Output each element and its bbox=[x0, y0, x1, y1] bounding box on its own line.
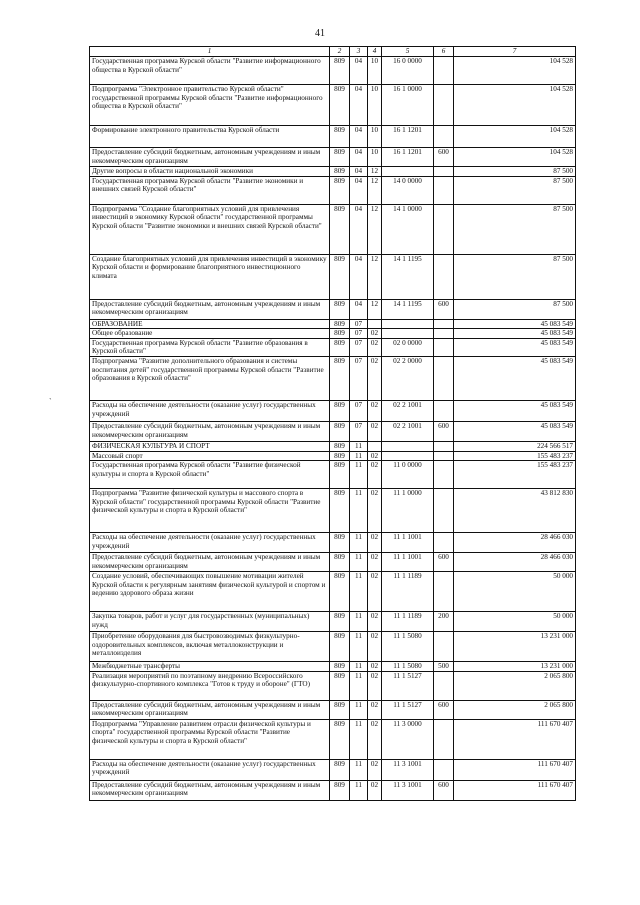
amount-cell: 45 083 549 bbox=[454, 356, 576, 400]
subsection-code-cell: 02 bbox=[368, 612, 382, 632]
expense-type-cell bbox=[434, 533, 454, 553]
section-code-cell: 04 bbox=[350, 167, 368, 177]
expense-type-cell: 600 bbox=[434, 148, 454, 167]
target-code-cell: 16 1 1201 bbox=[382, 126, 434, 148]
table-row bbox=[90, 126, 576, 148]
amount-cell: 87 500 bbox=[454, 254, 576, 299]
table-row bbox=[90, 461, 576, 489]
section-code-cell: 11 bbox=[350, 662, 368, 672]
amount-cell: 45 083 549 bbox=[454, 400, 576, 421]
table-row bbox=[90, 57, 576, 85]
admin-code-cell: 809 bbox=[330, 632, 350, 662]
admin-code-cell: 809 bbox=[330, 759, 350, 780]
table-row bbox=[90, 700, 576, 719]
target-code-cell: 11 1 1189 bbox=[382, 572, 434, 612]
amount-cell: 104 528 bbox=[454, 85, 576, 126]
amount-cell: 13 231 000 bbox=[454, 632, 576, 662]
target-code-cell: 11 1 1001 bbox=[382, 533, 434, 553]
amount-cell: 28 466 030 bbox=[454, 533, 576, 553]
section-code-cell: 11 bbox=[350, 489, 368, 533]
row-name-cell: Подпрограмма "Развитие дополнительного образования и системы воспитания детей" государственной программы Курской области "Развитие образования в Курской области" bbox=[90, 356, 330, 400]
subsection-code-cell: 02 bbox=[368, 719, 382, 759]
amount-cell: 87 500 bbox=[454, 176, 576, 204]
subsection-code-cell: 02 bbox=[368, 662, 382, 672]
target-code-cell: 16 0 0000 bbox=[382, 57, 434, 85]
row-name-cell: Предоставление субсидий бюджетным, автономным учреждениям и иным некоммерческим организациям bbox=[90, 780, 330, 800]
row-name-cell: Создание условий, обеспечивающих повышение мотивации жителей Курской области к регулярным занятиям физической культурой и спортом и ведению здорового образа жизни bbox=[90, 572, 330, 612]
target-code-cell: 11 1 5127 bbox=[382, 700, 434, 719]
amount-cell: 104 528 bbox=[454, 148, 576, 167]
target-code-cell bbox=[382, 441, 434, 451]
section-code-cell: 04 bbox=[350, 148, 368, 167]
admin-code-cell: 809 bbox=[330, 780, 350, 800]
amount-cell: 45 083 549 bbox=[454, 421, 576, 441]
expense-type-cell bbox=[434, 759, 454, 780]
admin-code-cell: 809 bbox=[330, 176, 350, 204]
table-row bbox=[90, 329, 576, 339]
row-name-cell: Подпрограмма "Электронное правительство Курской области" государственной программы Курской области "Развитие информационного общества в Курской области" bbox=[90, 85, 330, 126]
expense-type-cell bbox=[434, 85, 454, 126]
target-code-cell: 02 2 1001 bbox=[382, 400, 434, 421]
table-row bbox=[90, 421, 576, 441]
table-row bbox=[90, 451, 576, 461]
admin-code-cell: 809 bbox=[330, 572, 350, 612]
row-name-cell: Государственная программа Курской области "Развитие образования в Курской области" bbox=[90, 338, 330, 356]
subsection-code-cell: 10 bbox=[368, 85, 382, 126]
subsection-code-cell: 02 bbox=[368, 533, 382, 553]
expense-type-cell: 600 bbox=[434, 299, 454, 319]
table-row bbox=[90, 489, 576, 533]
amount-cell: 111 670 407 bbox=[454, 780, 576, 800]
row-name-cell: ФИЗИЧЕСКАЯ КУЛЬТУРА И СПОРТ bbox=[90, 441, 330, 451]
section-code-cell: 07 bbox=[350, 329, 368, 339]
admin-code-cell: 809 bbox=[330, 612, 350, 632]
admin-code-cell: 809 bbox=[330, 461, 350, 489]
target-code-cell: 11 1 5080 bbox=[382, 662, 434, 672]
admin-code-cell: 809 bbox=[330, 671, 350, 700]
table-row bbox=[90, 632, 576, 662]
subsection-code-cell: 12 bbox=[368, 254, 382, 299]
admin-code-cell: 809 bbox=[330, 57, 350, 85]
amount-cell: 224 566 517 bbox=[454, 441, 576, 451]
table-row bbox=[90, 85, 576, 126]
subsection-code-cell: 02 bbox=[368, 461, 382, 489]
target-code-cell: 11 1 0000 bbox=[382, 489, 434, 533]
expense-type-cell bbox=[434, 319, 454, 329]
row-name-cell: Расходы на обеспечение деятельности (оказание услуг) государственных учреждений bbox=[90, 400, 330, 421]
target-code-cell: 14 1 1195 bbox=[382, 254, 434, 299]
table-row bbox=[90, 671, 576, 700]
section-code-cell: 07 bbox=[350, 338, 368, 356]
table-row bbox=[90, 254, 576, 299]
row-name-cell: Предоставление субсидий бюджетным, автономным учреждениям и иным некоммерческим организациям bbox=[90, 421, 330, 441]
target-code-cell: 11 1 1189 bbox=[382, 612, 434, 632]
header-cell: 5 bbox=[382, 47, 434, 57]
subsection-code-cell: 02 bbox=[368, 671, 382, 700]
subsection-code-cell: 02 bbox=[368, 572, 382, 612]
admin-code-cell: 809 bbox=[330, 338, 350, 356]
row-name-cell: Закупка товаров, работ и услуг для государственных (муниципальных) нужд bbox=[90, 612, 330, 632]
amount-cell: 155 483 237 bbox=[454, 451, 576, 461]
expense-type-cell bbox=[434, 57, 454, 85]
table-row bbox=[90, 553, 576, 572]
subsection-code-cell: 02 bbox=[368, 356, 382, 400]
amount-cell: 2 065 800 bbox=[454, 700, 576, 719]
expense-type-cell bbox=[434, 167, 454, 177]
target-code-cell: 11 3 1001 bbox=[382, 759, 434, 780]
table-row bbox=[90, 719, 576, 759]
amount-cell: 13 231 000 bbox=[454, 662, 576, 672]
subsection-code-cell: 02 bbox=[368, 451, 382, 461]
subsection-code-cell: 02 bbox=[368, 338, 382, 356]
admin-code-cell: 809 bbox=[330, 126, 350, 148]
header-cell: 6 bbox=[434, 47, 454, 57]
table-row bbox=[90, 533, 576, 553]
section-code-cell: 11 bbox=[350, 671, 368, 700]
admin-code-cell: 809 bbox=[330, 167, 350, 177]
section-code-cell: 11 bbox=[350, 461, 368, 489]
section-code-cell: 07 bbox=[350, 319, 368, 329]
target-code-cell: 11 1 1001 bbox=[382, 553, 434, 572]
subsection-code-cell: 10 bbox=[368, 57, 382, 85]
header-cell: 4 bbox=[368, 47, 382, 57]
expense-type-cell: 600 bbox=[434, 700, 454, 719]
subsection-code-cell: 12 bbox=[368, 204, 382, 254]
section-code-cell: 11 bbox=[350, 719, 368, 759]
target-code-cell bbox=[382, 319, 434, 329]
row-name-cell: Государственная программа Курской области "Развитие экономики и внешних связей Курской области" bbox=[90, 176, 330, 204]
target-code-cell: 16 1 0000 bbox=[382, 85, 434, 126]
table-row bbox=[90, 319, 576, 329]
expense-type-cell bbox=[434, 632, 454, 662]
table-row bbox=[90, 662, 576, 672]
header-cell: 1 bbox=[90, 47, 330, 57]
section-code-cell: 11 bbox=[350, 612, 368, 632]
target-code-cell: 16 1 1201 bbox=[382, 148, 434, 167]
expense-type-cell bbox=[434, 400, 454, 421]
table-row bbox=[90, 780, 576, 800]
section-code-cell: 11 bbox=[350, 780, 368, 800]
admin-code-cell: 809 bbox=[330, 85, 350, 126]
row-name-cell: Предоставление субсидий бюджетным, автономным учреждениям и иным некоммерческим организациям bbox=[90, 553, 330, 572]
admin-code-cell: 809 bbox=[330, 441, 350, 451]
budget-table bbox=[89, 46, 576, 801]
subsection-code-cell: 12 bbox=[368, 176, 382, 204]
table-row bbox=[90, 759, 576, 780]
section-code-cell: 04 bbox=[350, 299, 368, 319]
table-row bbox=[90, 356, 576, 400]
subsection-code-cell: 10 bbox=[368, 126, 382, 148]
amount-cell: 45 083 549 bbox=[454, 329, 576, 339]
admin-code-cell: 809 bbox=[330, 299, 350, 319]
target-code-cell: 11 3 1001 bbox=[382, 780, 434, 800]
header-row bbox=[90, 47, 576, 57]
section-code-cell: 11 bbox=[350, 759, 368, 780]
admin-code-cell: 809 bbox=[330, 356, 350, 400]
expense-type-cell bbox=[434, 441, 454, 451]
target-code-cell bbox=[382, 329, 434, 339]
row-name-cell: Предоставление субсидий бюджетным, автономным учреждениям и иным некоммерческим организациям bbox=[90, 148, 330, 167]
expense-type-cell: 500 bbox=[434, 662, 454, 672]
expense-type-cell: 600 bbox=[434, 780, 454, 800]
admin-code-cell: 809 bbox=[330, 421, 350, 441]
section-code-cell: 11 bbox=[350, 632, 368, 662]
subsection-code-cell: 12 bbox=[368, 299, 382, 319]
row-name-cell: Формирование электронного правительства Курской области bbox=[90, 126, 330, 148]
admin-code-cell: 809 bbox=[330, 553, 350, 572]
row-name-cell: Приобретение оборудования для быстровозводимых физкультурно-оздоровительных комплексов, включая металлоконструкции и металлоизделия bbox=[90, 632, 330, 662]
header-cell: 2 bbox=[330, 47, 350, 57]
expense-type-cell: 200 bbox=[434, 612, 454, 632]
amount-cell: 50 000 bbox=[454, 612, 576, 632]
expense-type-cell bbox=[434, 461, 454, 489]
table-row bbox=[90, 572, 576, 612]
expense-type-cell bbox=[434, 176, 454, 204]
expense-type-cell bbox=[434, 254, 454, 299]
target-code-cell: 02 0 0000 bbox=[382, 338, 434, 356]
subsection-code-cell: 02 bbox=[368, 329, 382, 339]
table-row bbox=[90, 148, 576, 167]
admin-code-cell: 809 bbox=[330, 662, 350, 672]
expense-type-cell bbox=[434, 671, 454, 700]
target-code-cell: 02 2 0000 bbox=[382, 356, 434, 400]
target-code-cell: 11 1 5080 bbox=[382, 632, 434, 662]
row-name-cell: Предоставление субсидий бюджетным, автономным учреждениям и иным некоммерческим организациям bbox=[90, 299, 330, 319]
subsection-code-cell: 02 bbox=[368, 553, 382, 572]
row-name-cell: Государственная программа Курской области "Развитие физической культуры и спорта в Курской области" bbox=[90, 461, 330, 489]
table-row bbox=[90, 612, 576, 632]
subsection-code-cell: 02 bbox=[368, 700, 382, 719]
expense-type-cell bbox=[434, 126, 454, 148]
section-code-cell: 04 bbox=[350, 254, 368, 299]
table-row bbox=[90, 176, 576, 204]
amount-cell: 104 528 bbox=[454, 57, 576, 85]
target-code-cell: 14 1 1195 bbox=[382, 299, 434, 319]
table-row bbox=[90, 204, 576, 254]
row-name-cell: ОБРАЗОВАНИЕ bbox=[90, 319, 330, 329]
expense-type-cell bbox=[434, 451, 454, 461]
header-cell: 7 bbox=[454, 47, 576, 57]
target-code-cell: 11 1 5127 bbox=[382, 671, 434, 700]
admin-code-cell: 809 bbox=[330, 489, 350, 533]
subsection-code-cell bbox=[368, 319, 382, 329]
expense-type-cell: 600 bbox=[434, 421, 454, 441]
amount-cell: 45 083 549 bbox=[454, 319, 576, 329]
subsection-code-cell: 02 bbox=[368, 421, 382, 441]
subsection-code-cell: 02 bbox=[368, 780, 382, 800]
section-code-cell: 11 bbox=[350, 572, 368, 612]
row-name-cell: Межбюджетные трансферты bbox=[90, 662, 330, 672]
stray-mark: ` bbox=[49, 397, 52, 406]
admin-code-cell: 809 bbox=[330, 700, 350, 719]
row-name-cell: Государственная программа Курской области "Развитие информационного общества в Курской области" bbox=[90, 57, 330, 85]
section-code-cell: 04 bbox=[350, 85, 368, 126]
admin-code-cell: 809 bbox=[330, 719, 350, 759]
section-code-cell: 07 bbox=[350, 356, 368, 400]
table-row bbox=[90, 400, 576, 421]
subsection-code-cell: 02 bbox=[368, 400, 382, 421]
expense-type-cell bbox=[434, 204, 454, 254]
section-code-cell: 07 bbox=[350, 400, 368, 421]
row-name-cell: Подпрограмма "Создание благоприятных условий для привлечения инвестиций в экономику Курской области" государственной программы Курской области "Развитие экономики и внешних связей Курской области" bbox=[90, 204, 330, 254]
section-code-cell: 04 bbox=[350, 176, 368, 204]
row-name-cell: Расходы на обеспечение деятельности (оказание услуг) государственных учреждений bbox=[90, 759, 330, 780]
subsection-code-cell: 12 bbox=[368, 167, 382, 177]
subsection-code-cell: 02 bbox=[368, 759, 382, 780]
target-code-cell bbox=[382, 167, 434, 177]
amount-cell: 50 000 bbox=[454, 572, 576, 612]
row-name-cell: Массовый спорт bbox=[90, 451, 330, 461]
subsection-code-cell: 10 bbox=[368, 148, 382, 167]
section-code-cell: 11 bbox=[350, 451, 368, 461]
row-name-cell: Реализация мероприятий по поэтапному внедрению Всероссийского физкультурно-спортивного комплекса "Готов к труду и обороне" (ГТО) bbox=[90, 671, 330, 700]
admin-code-cell: 809 bbox=[330, 400, 350, 421]
amount-cell: 104 528 bbox=[454, 126, 576, 148]
expense-type-cell bbox=[434, 356, 454, 400]
subsection-code-cell: 02 bbox=[368, 632, 382, 662]
section-code-cell: 07 bbox=[350, 421, 368, 441]
expense-type-cell bbox=[434, 338, 454, 356]
row-name-cell: Предоставление субсидий бюджетным, автономным учреждениям и иным некоммерческим организациям bbox=[90, 700, 330, 719]
section-code-cell: 04 bbox=[350, 204, 368, 254]
amount-cell: 28 466 030 bbox=[454, 553, 576, 572]
section-code-cell: 04 bbox=[350, 126, 368, 148]
amount-cell: 87 500 bbox=[454, 167, 576, 177]
target-code-cell bbox=[382, 451, 434, 461]
row-name-cell: Расходы на обеспечение деятельности (оказание услуг) государственных учреждений bbox=[90, 533, 330, 553]
target-code-cell: 11 0 0000 bbox=[382, 461, 434, 489]
section-code-cell: 11 bbox=[350, 533, 368, 553]
admin-code-cell: 809 bbox=[330, 148, 350, 167]
amount-cell: 43 812 830 bbox=[454, 489, 576, 533]
row-name-cell: Подпрограмма "Развитие физической культуры и массового спорта в Курской области" государственной программы Курской области "Развитие физической культуры и спорта в Курской области" bbox=[90, 489, 330, 533]
subsection-code-cell bbox=[368, 441, 382, 451]
section-code-cell: 11 bbox=[350, 700, 368, 719]
table-row bbox=[90, 338, 576, 356]
table-row bbox=[90, 441, 576, 451]
target-code-cell: 11 3 0000 bbox=[382, 719, 434, 759]
amount-cell: 87 500 bbox=[454, 204, 576, 254]
row-name-cell: Создание благоприятных условий для привлечения инвестиций в экономику Курской области и формирование благоприятного инвестиционного климата bbox=[90, 254, 330, 299]
expense-type-cell bbox=[434, 329, 454, 339]
amount-cell: 2 065 800 bbox=[454, 671, 576, 700]
expense-type-cell bbox=[434, 489, 454, 533]
section-code-cell: 04 bbox=[350, 57, 368, 85]
admin-code-cell: 809 bbox=[330, 204, 350, 254]
row-name-cell: Общее образование bbox=[90, 329, 330, 339]
amount-cell: 111 670 407 bbox=[454, 759, 576, 780]
target-code-cell: 14 1 0000 bbox=[382, 204, 434, 254]
section-code-cell: 11 bbox=[350, 553, 368, 572]
subsection-code-cell: 02 bbox=[368, 489, 382, 533]
table-row bbox=[90, 299, 576, 319]
expense-type-cell bbox=[434, 719, 454, 759]
admin-code-cell: 809 bbox=[330, 254, 350, 299]
admin-code-cell: 809 bbox=[330, 451, 350, 461]
admin-code-cell: 809 bbox=[330, 329, 350, 339]
expense-type-cell: 600 bbox=[434, 553, 454, 572]
amount-cell: 111 670 407 bbox=[454, 719, 576, 759]
page-number: 41 bbox=[315, 28, 325, 39]
amount-cell: 87 500 bbox=[454, 299, 576, 319]
row-name-cell: Подпрограмма "Управление развитием отрасли физической культуры и спорта" государственной программы Курской области "Развитие физической культуры и спорта в Курской области" bbox=[90, 719, 330, 759]
amount-cell: 155 483 237 bbox=[454, 461, 576, 489]
admin-code-cell: 809 bbox=[330, 319, 350, 329]
header-cell: 3 bbox=[350, 47, 368, 57]
row-name-cell: Другие вопросы в области национальной экономики bbox=[90, 167, 330, 177]
target-code-cell: 14 0 0000 bbox=[382, 176, 434, 204]
table-row bbox=[90, 167, 576, 177]
amount-cell: 45 083 549 bbox=[454, 338, 576, 356]
section-code-cell: 11 bbox=[350, 441, 368, 451]
admin-code-cell: 809 bbox=[330, 533, 350, 553]
target-code-cell: 02 2 1001 bbox=[382, 421, 434, 441]
expense-type-cell bbox=[434, 572, 454, 612]
